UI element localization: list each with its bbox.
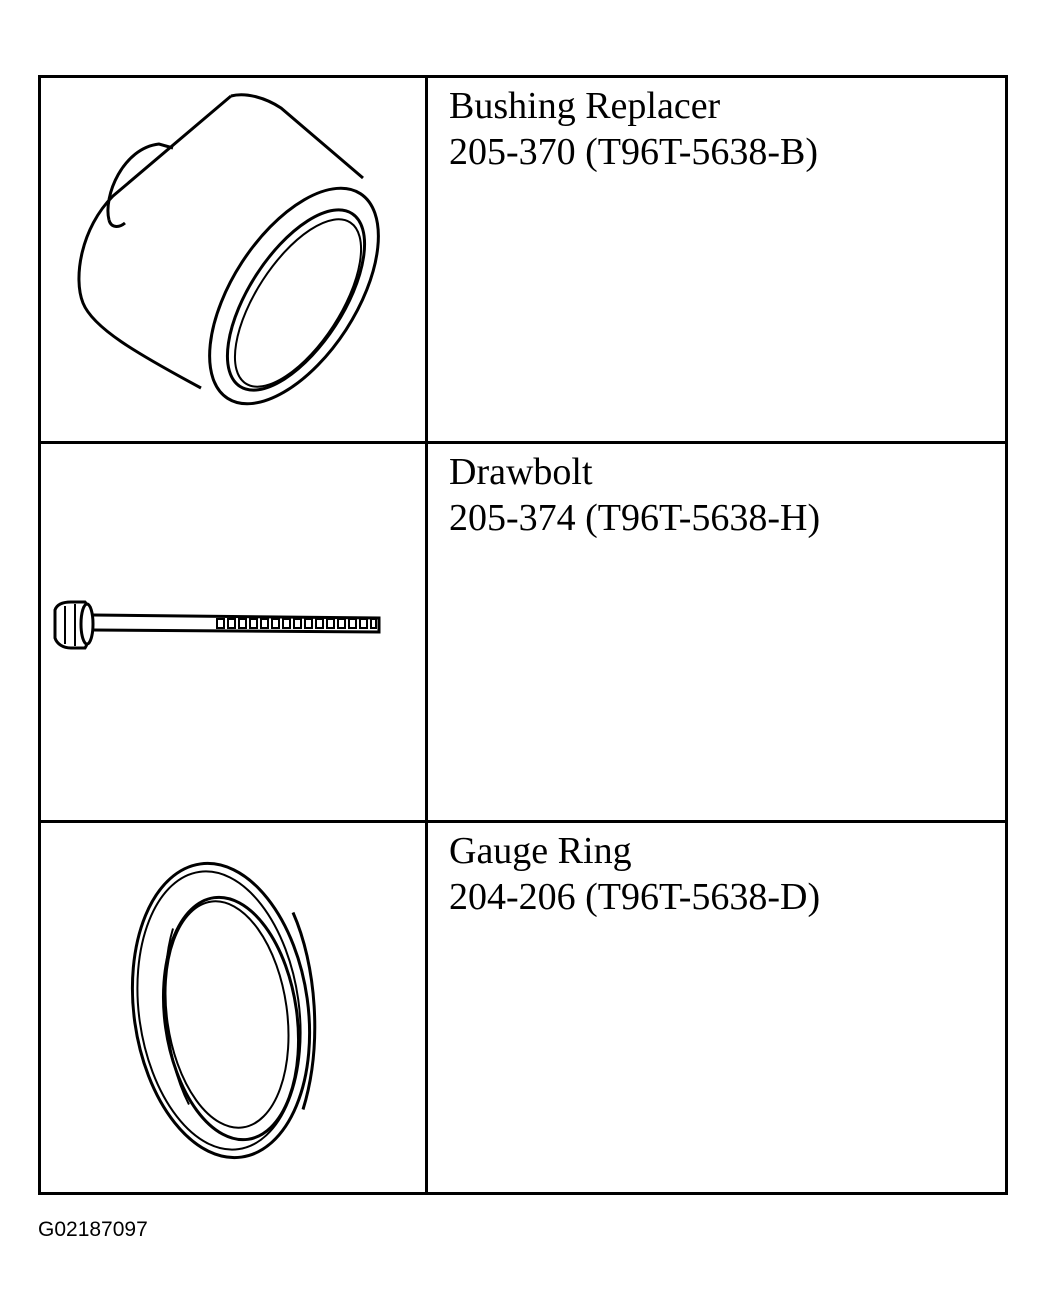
tool-number: 205-374 (T96T-5638-H) <box>449 497 821 539</box>
tool-text-cell <box>431 444 1005 820</box>
tool-number: 205-370 (T96T-5638-B) <box>449 131 819 173</box>
drawbolt-icon <box>41 444 425 820</box>
gauge-ring-icon <box>41 823 425 1192</box>
tool-row-drawbolt <box>41 444 1005 823</box>
tool-row-bushing-replacer <box>41 78 1005 444</box>
bushing-replacer-icon <box>41 78 425 441</box>
tool-row-gauge-ring <box>41 823 1005 1192</box>
tool-text-cell <box>431 823 1005 1192</box>
tool-image-cell <box>41 444 428 820</box>
tool-image-cell <box>41 78 428 441</box>
figure-id: G02187097 <box>38 1218 148 1241</box>
special-tools-table <box>38 75 1008 1195</box>
tool-text-cell <box>431 78 1005 441</box>
tool-number: 204-206 (T96T-5638-D) <box>449 876 821 918</box>
tool-name: Drawbolt <box>449 451 593 493</box>
tool-name: Bushing Replacer <box>449 85 721 127</box>
tool-image-cell <box>41 823 428 1192</box>
tool-name: Gauge Ring <box>449 830 632 872</box>
